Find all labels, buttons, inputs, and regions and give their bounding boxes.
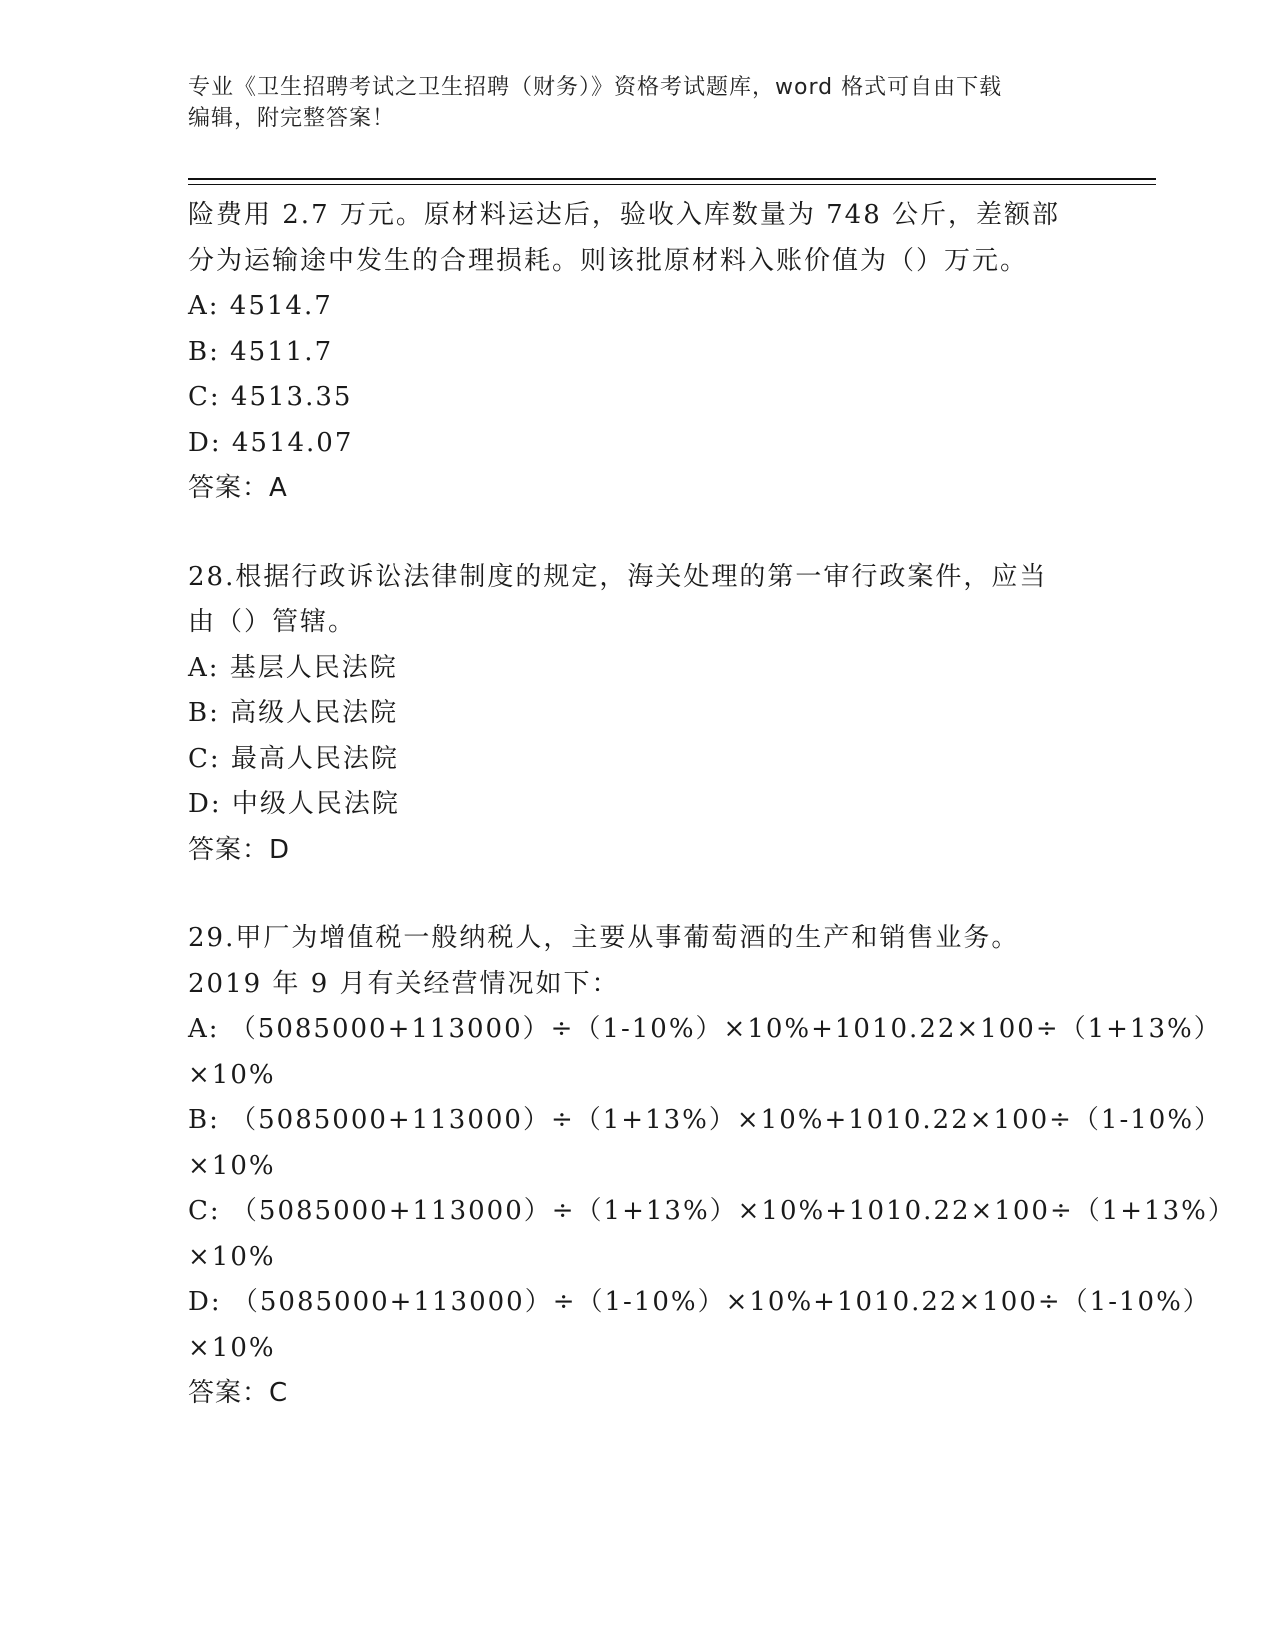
document-header	[188, 72, 1088, 134]
answer-line: 答案：D	[188, 834, 291, 865]
question-stem: 29.甲厂为增值税一般纳税人，主要从事葡萄酒的生产和销售业务。	[188, 923, 1020, 953]
question-list	[188, 193, 1236, 1417]
question-27	[188, 193, 1088, 512]
option-b-continued: ×10%	[188, 1150, 276, 1181]
header-divider-thick	[188, 178, 1156, 180]
question-stem: 28.根据行政诉讼法律制度的规定，海关处理的第一审行政案件，应当	[188, 561, 1048, 592]
option-c: C: 4513.35	[188, 382, 353, 412]
question-spacer	[188, 873, 1088, 916]
option-d: D: （5085000+113000）÷（1-10%）×10%+1010.22×100÷（1-10%）	[188, 1287, 1211, 1317]
option-a: A: 基层人民法院	[188, 652, 398, 683]
option-c-continued: ×10%	[188, 1241, 276, 1272]
option-a: A: 4514.7	[188, 291, 333, 321]
option-d-continued: ×10%	[188, 1332, 276, 1363]
question-28	[188, 555, 1088, 874]
option-c: C: 最高人民法院	[188, 743, 399, 774]
question-stem: 险费用 2.7 万元。原材料运达后，验收入库数量为 748 公斤，差额部	[188, 200, 1061, 230]
header-line-1: 专业《卫生招聘考试之卫生招聘（财务）》资格考试题库，word 格式可自由下载	[188, 75, 1003, 100]
option-b: B: （5085000+113000）÷（1+13%）×10%+1010.22×100÷（1-10%）	[188, 1105, 1223, 1135]
question-29	[188, 916, 1236, 1417]
header-line-2: 编辑，附完整答案！	[188, 106, 396, 131]
question-stem: 由（）管辖。	[188, 607, 357, 637]
option-d: D: 4514.07	[188, 427, 354, 458]
option-a-continued: ×10%	[188, 1059, 276, 1090]
option-a: A: （5085000+113000）÷（1-10%）×10%+1010.22×100÷（1+13%）	[188, 1014, 1222, 1044]
option-b: B: 高级人民法院	[188, 698, 399, 728]
question-spacer	[188, 512, 1088, 555]
question-stem: 2019 年 9 月有关经营情况如下：	[188, 968, 620, 999]
option-b: B: 4511.7	[188, 336, 334, 367]
option-c: C: （5085000+113000）÷（1+13%）×10%+1010.22×100÷（1+13%）	[188, 1196, 1236, 1226]
option-d: D: 中级人民法院	[188, 789, 400, 819]
answer-line: 答案：A	[188, 473, 288, 503]
header-divider-thin	[188, 184, 1156, 185]
question-stem: 分为运输途中发生的合理损耗。则该批原材料入账价值为（）万元。	[188, 245, 1029, 276]
answer-line: 答案：C	[188, 1378, 289, 1408]
